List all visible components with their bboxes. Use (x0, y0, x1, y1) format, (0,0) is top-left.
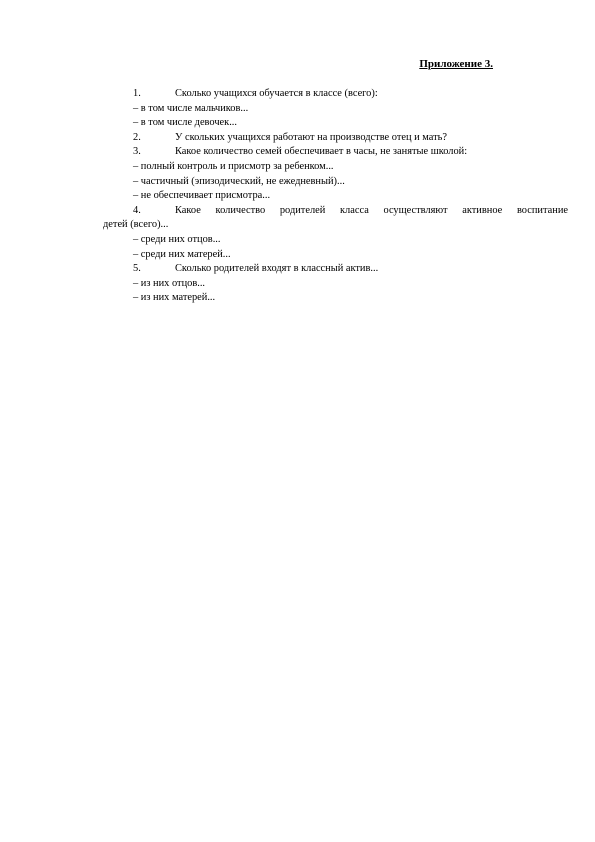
question-text: Сколько учащихся обучается в классе (всего): (175, 88, 378, 99)
question-text: Сколько родителей входят в классный актив... (175, 263, 379, 275)
sub-item: – среди них матерей... (133, 248, 231, 260)
question-1 (103, 87, 568, 102)
question-number: 4. (133, 204, 141, 216)
appendix-title: Приложение 3. (419, 58, 493, 70)
question-text-line-1: Какое количество родителей класса осуществляют активное воспитание (175, 204, 568, 216)
question-text-line-2: детей (всего)... (103, 219, 169, 231)
sub-item: – из них матерей... (133, 292, 216, 304)
question-4 (103, 204, 568, 233)
question-number: 3. (133, 146, 141, 158)
question-number: 5. (133, 263, 141, 275)
question-text: Какое количество семей обеспечивает в часы, не занятые школой: (175, 146, 468, 158)
question-number: 2. (133, 131, 141, 143)
question-5 (103, 262, 568, 277)
sub-item: – из них отцов... (133, 277, 206, 289)
question-3 (103, 145, 568, 160)
sub-item: – не обеспечивает присмотра... (133, 190, 271, 202)
sub-item: – частичный (эпизодический, не ежедневный)... (133, 175, 345, 187)
questionnaire-body (103, 87, 568, 306)
sub-item: – в том числе мальчиков... (133, 102, 249, 114)
sub-item: – среди них отцов... (133, 233, 221, 245)
question-2 (103, 131, 568, 146)
question-text: У скольких учащихся работают на производстве отец и мать? (175, 131, 448, 143)
question-number: 1. (133, 88, 141, 99)
sub-item: – полный контроль и присмотр за ребенком... (133, 160, 334, 172)
question-text (103, 204, 568, 219)
sub-item: – в том числе девочек... (133, 117, 238, 129)
